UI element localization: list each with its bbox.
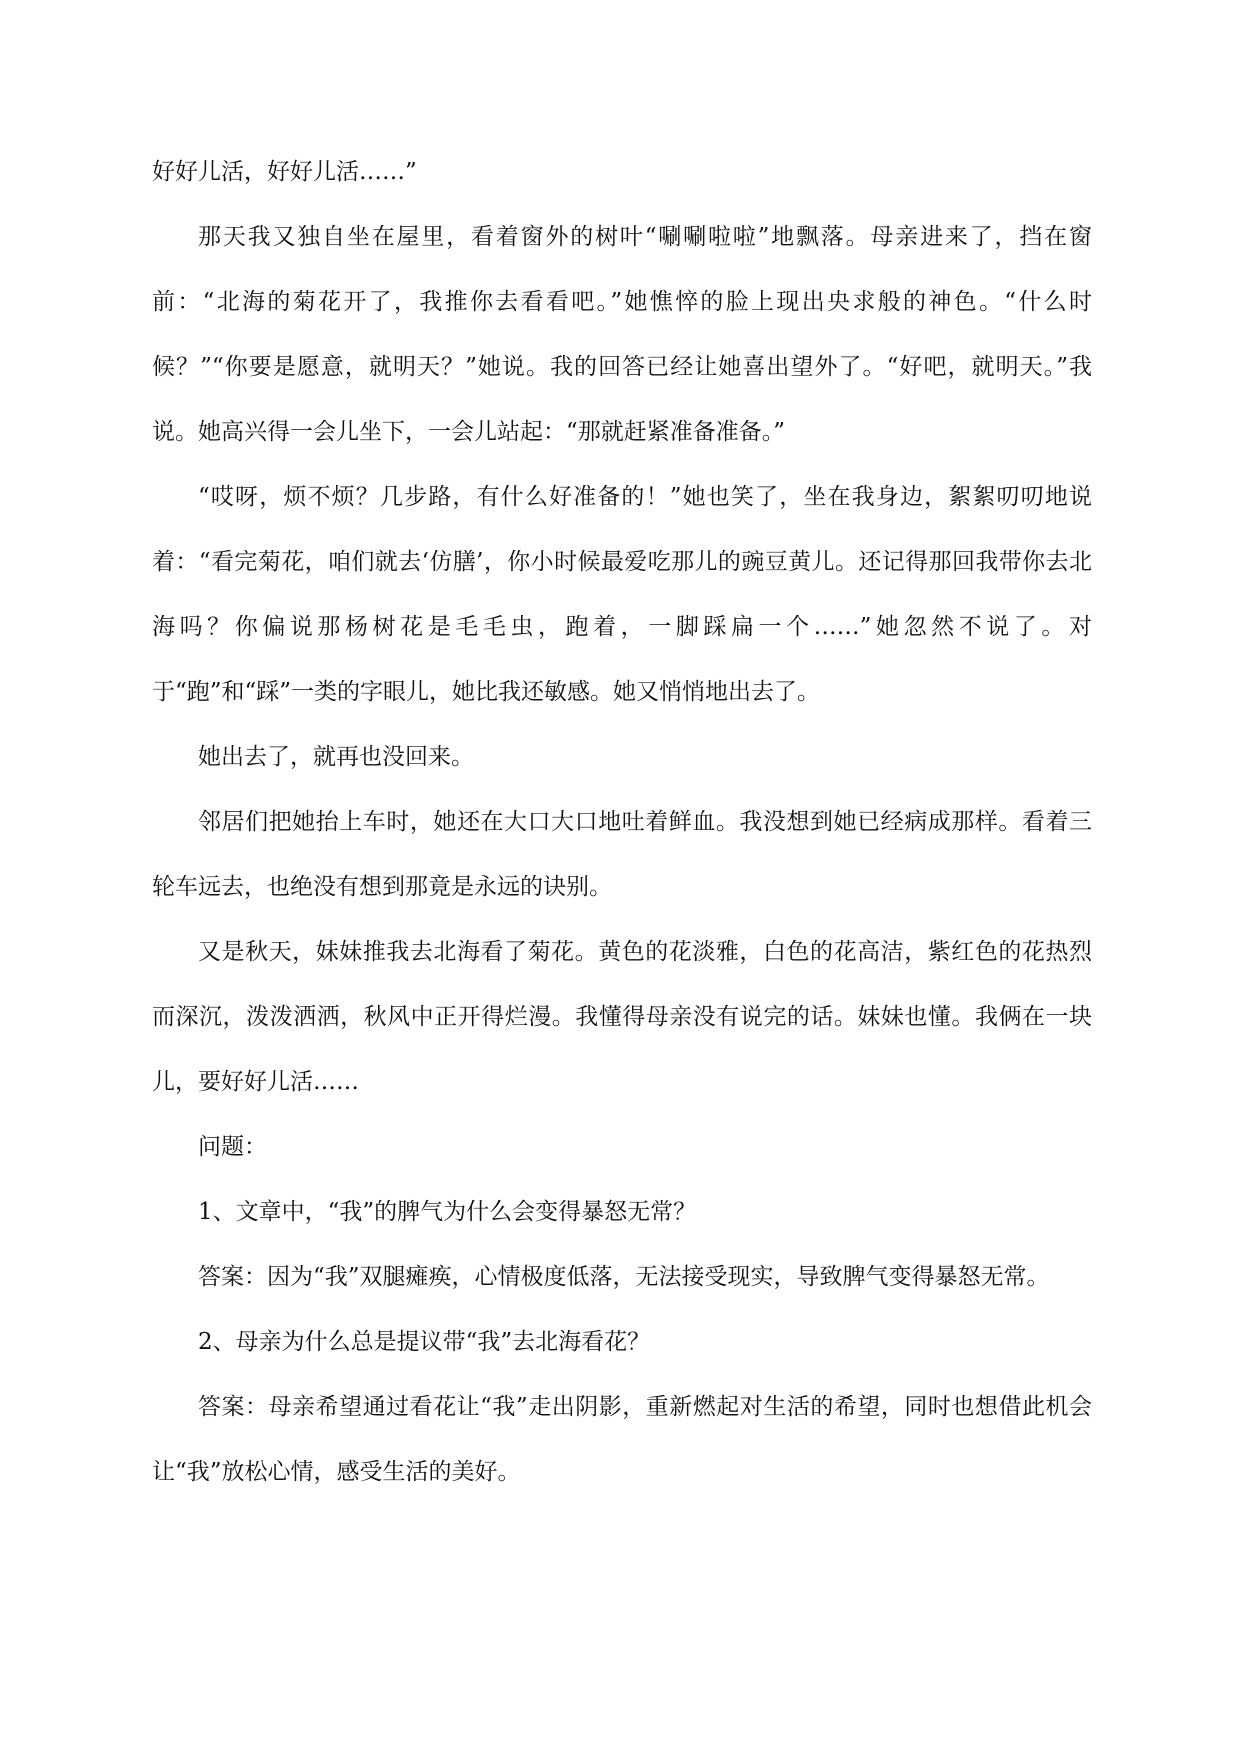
paragraph-window-scene: 那天我又独自坐在屋里，看着窗外的树叶“唰唰啦啦”地飘落。母亲进来了，挡在窗前：“北海的菊花开了，我推你去看看吧。”她憔悴的脸上现出央求般的神色。“什么时候？”“你要是愿意，就明天？”她说。我的回答已经让她喜出望外了。“好吧，就明天。”我说。她高兴得一会儿坐下，一会儿站起：“那就赶紧准备准备。” [152,224,1092,445]
paragraph-farewell: 邻居们把她抬上车时，她还在大口大口地吐着鲜血。我没想到她已经病成那样。看着三轮车远去，也绝没有想到那竟是永远的诀别。 [152,809,1092,900]
question-1: 1、文章中，“我”的脾气为什么会变得暴怒无常？ [198,1199,697,1225]
question-2: 2、母亲为什么总是提议带“我”去北海看花？ [198,1329,651,1355]
questions-heading: 问题： [198,1134,267,1160]
paragraph-mother-talking: “哎呀，烦不烦？几步路，有什么好准备的！”她也笑了，坐在我身边，絮絮叨叨地说着：“看完菊花，咱们就去‘仿膳’，你小时候最爱吃那儿的豌豆黄儿。还记得那回我带你去北海吗？你偏说那杨树花是毛毛虫，跑着，一脚踩扁一个……”她忽然不说了。对于“跑”和“踩”一类的字眼儿，她比我还敏感。她又悄悄地出去了。 [152,484,1092,705]
paragraph-continuation: 好好儿活，好好儿活……” [152,159,417,185]
answer-2: 答案：母亲希望通过看花让“我”走出阴影，重新燃起对生活的希望，同时也想借此机会让“我”放松心情，感受生活的美好。 [152,1394,1092,1485]
paragraph-never-returned: 她出去了，就再也没回来。 [198,744,474,770]
answer-1: 答案：因为“我”双腿瘫痪，心情极度低落，无法接受现实，导致脾气变得暴怒无常。 [198,1264,1050,1290]
paragraph-autumn-chrysanthemums: 又是秋天，妹妹推我去北海看了菊花。黄色的花淡雅，白色的花高洁，紫红色的花热烈而深沉，泼泼洒洒，秋风中正开得烂漫。我懂得母亲没有说完的话。妹妹也懂。我俩在一块儿，要好好儿活…… [152,939,1092,1095]
document-body [152,140,1092,1505]
